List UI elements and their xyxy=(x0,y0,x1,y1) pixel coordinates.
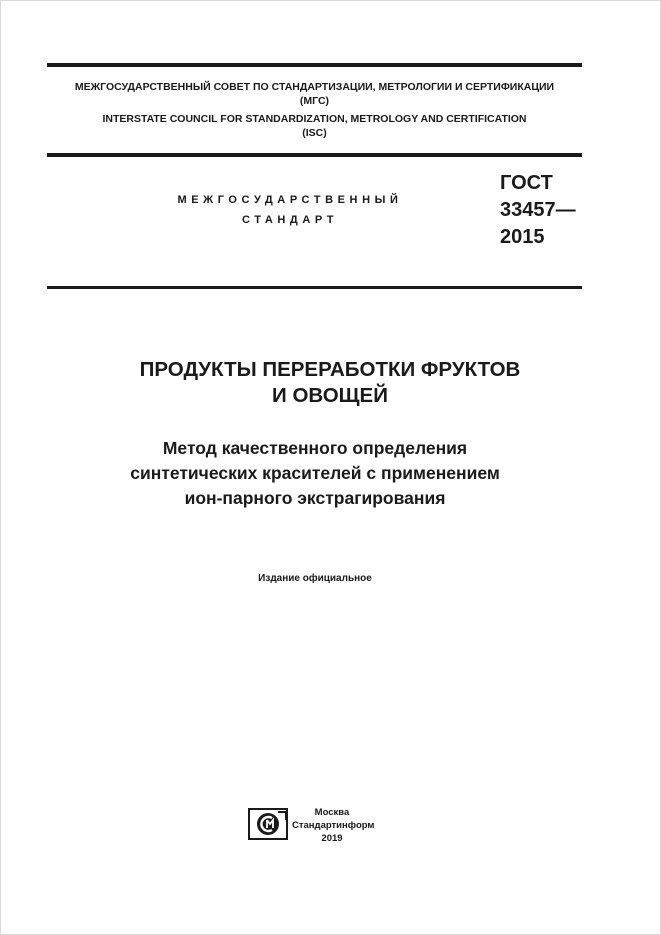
council-name-en: INTERSTATE COUNCIL FOR STANDARDIZATION, METROLOGY AND CERTIFICATION xyxy=(102,113,527,125)
title-line2: И ОВОЩЕЙ xyxy=(272,384,388,407)
council-abbr-ru: (МГС) xyxy=(299,95,330,107)
gost-prefix: ГОСТ xyxy=(500,172,553,194)
subtitle-line3: ион-парного экстрагирования xyxy=(184,488,446,508)
publisher-name: Стандартинформ xyxy=(292,820,375,831)
subtitle-line1: Метод качественного определения xyxy=(162,438,468,458)
gost-number: 33457— xyxy=(500,199,576,221)
header-divider xyxy=(47,153,582,157)
council-abbr-en: (ISC) xyxy=(302,127,327,139)
publisher-block xyxy=(292,806,375,845)
standartinform-logo-icon xyxy=(248,808,288,840)
title-line1: ПРОДУКТЫ ПЕРЕРАБОТКИ ФРУКТОВ xyxy=(139,358,521,381)
official-edition-label: Издание официальное xyxy=(258,573,372,584)
publication-year: 2019 xyxy=(321,833,343,844)
standard-type-line2: СТАНДАРТ xyxy=(241,214,339,226)
publisher-city: Москва xyxy=(314,807,350,818)
top-rule xyxy=(47,63,582,67)
council-name-ru: МЕЖГОСУДАРСТВЕННЫЙ СОВЕТ ПО СТАНДАРТИЗАЦИИ, МЕТРОЛОГИИ И СЕРТИФИКАЦИИ xyxy=(74,81,555,93)
gost-year: 2015 xyxy=(500,226,545,248)
subtitle-line2: синтетических красителей с применением xyxy=(130,463,500,483)
designation-divider xyxy=(47,286,582,289)
gost-designation xyxy=(500,170,576,251)
standard-type-line1: МЕЖГОСУДАРСТВЕННЫЙ xyxy=(177,194,403,206)
